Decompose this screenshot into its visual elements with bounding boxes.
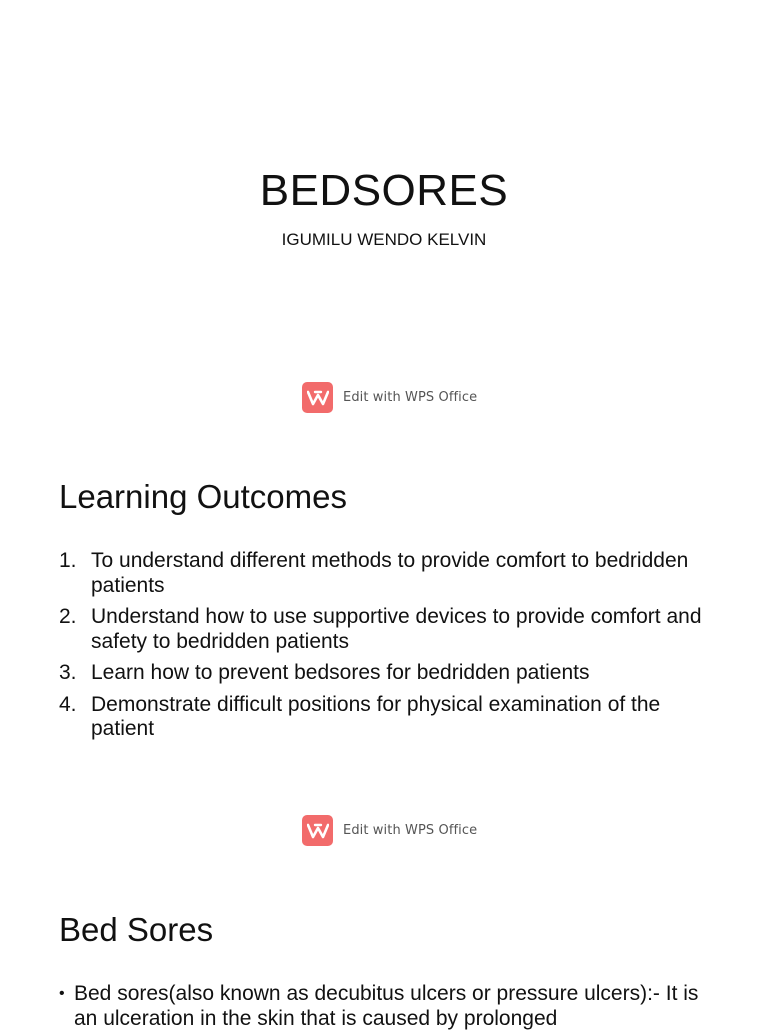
edit-with-wps-label: Edit with WPS Office (343, 390, 478, 405)
list-item (59, 693, 719, 742)
bullet-marker: • (59, 985, 65, 1002)
list-item-text: Understand how to use supportive devices to provide comfort and safety to bedridden patients (91, 605, 702, 653)
wps-office-logo-icon (302, 815, 333, 846)
wps-office-logo-icon (302, 382, 333, 413)
edit-with-wps-button[interactable] (302, 382, 477, 413)
slide-title (0, 0, 768, 433)
list-item-text: Demonstrate difficult positions for physical examination of the patient (91, 692, 661, 740)
list-item (59, 549, 719, 598)
list-item-number: 4. (59, 692, 77, 716)
list-item (59, 661, 719, 686)
list-item-number: 2. (59, 605, 77, 628)
learning-outcomes-list (59, 549, 719, 749)
bed-sores-heading: Bed Sores (59, 911, 214, 948)
list-item-text: Learn how to prevent bedsores for bedridden patients (91, 661, 590, 684)
list-item-number: 3. (59, 661, 77, 684)
list-item-number: 1. (59, 549, 77, 572)
author-name: IGUMILU WENDO KELVIN (281, 230, 487, 249)
list-item (59, 605, 719, 654)
list-item-text: Bed sores(also known as decubitus ulcers or pressure ulcers):- It is an ulceration in the skin that is caused by prolonged (74, 982, 699, 1030)
list-item-text: To understand different methods to provide comfort to bedridden patients (91, 549, 689, 597)
learning-outcomes-heading: Learning Outcomes (59, 478, 347, 515)
edit-with-wps-label: Edit with WPS Office (343, 823, 478, 838)
edit-with-wps-button[interactable] (302, 815, 477, 846)
slide-title-text: BEDSORES (259, 166, 509, 215)
